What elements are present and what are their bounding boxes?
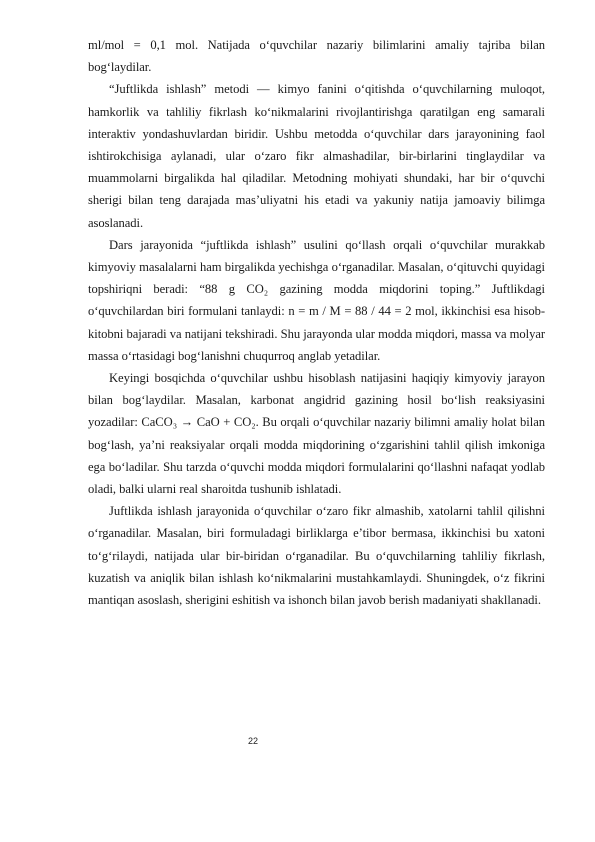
page-number: 22 [247, 736, 258, 746]
page-body [88, 34, 545, 611]
paragraph-5: Juftlikda ishlash jarayonida o‘quvchilar o‘zaro fikr almashib, xatolarni tahlil qilishni o‘rganadilar. Masalan, biri formuladagi birliklarga e’tibor bermasa, ikkinchisi bu xatoni to‘g‘rilaydi, natijada ular bir-biridan o‘rganadilar. Bu o‘quvchilarning tahliliy fikrlash, kuzatish va aniqlik bilan ishlash ko‘nikmalarini mustahkamlaydi. Shuningdek, o‘z fikrini mantiqan asoslash, sherigini eshitish va ishonch bilan javob berish madaniyati shakllanadi. [88, 504, 545, 608]
paragraph-3: Dars jarayonida “juftlikda ishlash” usulini qo‘llash orqali o‘quvchilar murakkab kimyoviy masalalarni ham birgalikda yechishga o‘rganadilar. Masalan, o‘qituvchi quyidagi topshiriqni beradi: “88 g CO₂ gazining modda miqdorini toping.” Juftlikdagi o‘quvchilardan biri formulani tanlaydi: n = m / M = 88 / 44 = 2 mol, ikkinchisi esa hisob-kitobni bajaradi va natijani tekshiradi. Shu jarayonda ular modda miqdori, massa va molyar massa o‘rtasidagi bog‘lanishni chuqurroq anglab yetadilar. [88, 237, 545, 363]
paragraph-2: “Juftlikda ishlash” metodi — kimyo fanini o‘qitishda o‘quvchilarning muloqot, hamkorlik va tahliliy fikrlash ko‘nikmalarini rivojlantirishga qaratilgan eng samarali interaktiv yondashuvlardan biridir. Ushbu metodda o‘quvchilar dars jarayonining faol ishtirokchisiga aylanadi, ular o‘zaro fikr almashadilar, bir-birlarini tinglaydilar va muammolarni birgalikda hal qiladilar. Metodning mohiyati shundaki, har bir o‘quvchi sherigi bilan teng darajada mas’uliyatni his etadi va yakuniy natija jamoaviy bilimga asoslanadi. [88, 82, 545, 230]
paragraph-1: ml/mol = 0,1 mol. Natijada o‘quvchilar nazariy bilimlarini amaliy tajriba bilan bog‘laydilar. [88, 38, 545, 75]
paragraph-4: Keyingi bosqichda o‘quvchilar ushbu hisoblash natijasini haqiqiy kimyoviy jarayon bilan bog‘laydilar. Masalan, karbonat angidrid gazining hosil bo‘lish reaksiyasini yozadilar: CaCO₃ → CaO + CO₂. Bu orqali o‘quvchilar nazariy bilimni amaliy holat bilan bog‘lash, ya’ni reaksiyalar orqali modda miqdorining o‘zgarishini tahlil qilish imkoniga ega bo‘ladilar. Shu tarzda o‘quvchi modda miqdori formulalarini qo‘llashni nafaqat yodlab oladi, balki ularni real sharoitda tushunib ishlatadi. [88, 371, 545, 497]
